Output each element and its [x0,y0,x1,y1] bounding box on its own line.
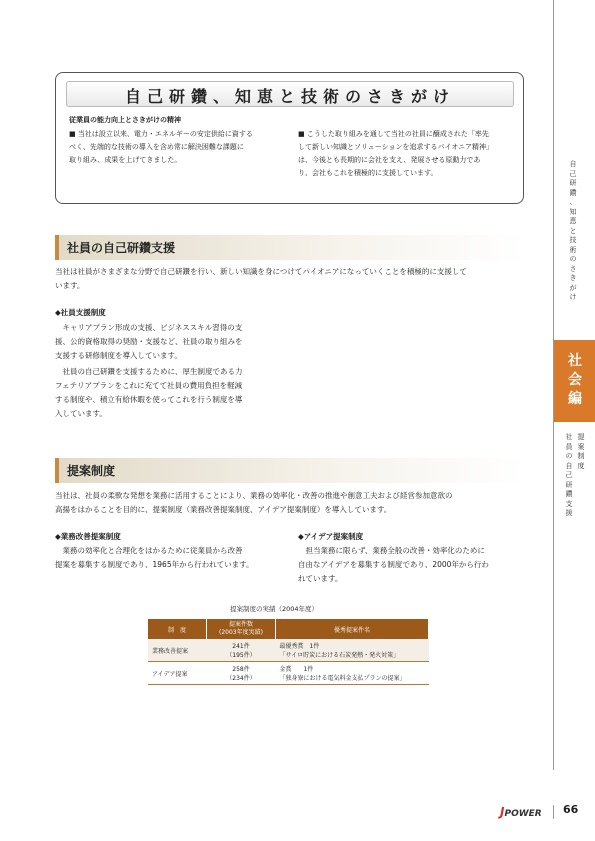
page-title: 自己研鑽、知恵と技術のさきがけ [124,87,455,106]
section1-para2: 社員の自己研鑽を支援するために、厚生制度である力 フェテリアプランをこれに充てて社員の費用負担を軽減 する制度や、積立有給休暇を使ってこれを行う制度を導 入しています。 [55,367,243,418]
cell-award: 金賞 1件 「独身寮における電気料金支払プランの提案」 [276,662,429,685]
title-bar [66,81,514,107]
business-improvement-text: 業務の効率化と合理化をはかるために従業員から改善 提案を募集する制度であり、1965年から行われています。 [55,546,254,569]
table-caption: 提案制度の実績（2004年度） [230,605,319,613]
side-tab-label: 社 会 編 [568,353,582,407]
side-chapter-label: 自 己 研 鑽 、 知 恵 と 技 術 の さ き が け [569,160,577,301]
cell-system: アイデア提案 [148,662,207,685]
table-row [148,662,429,685]
section1-subheading: ◆社員支援制度 [55,308,106,317]
intro-right-text: ■ こうした取り組みを通して当社の社員に醸成された「率先 して新しい知識とソリューションを追求するパイオニア精神」 は、今後とも長期的に会社を支え、発展させる原動力であ り、会社もこれを積極的に支援しています。 [298,130,494,177]
heading-accent-bar [55,458,59,483]
page-number: 66 [563,803,579,816]
intro-subtitle: 従業員の能力向上とさきがけの精神 [69,116,181,124]
header-system: 制 度 [148,619,207,639]
cell-award: 最優秀賞 1件 「サイロ貯炭における石炭発熱・発火対策」 [276,639,429,662]
cell-count: 258件 （234件） [207,662,276,685]
cell-system: 業務改善提案 [148,639,207,662]
table-row [148,639,429,662]
section1-para1: キャリアプラン形成の支援、ビジネススキル習得の支 援、公的資格取得の奨励・支援など、社員の取り組みを 支援する研修制度を導入しています。 [55,323,243,360]
logo-text: POWER [504,809,542,819]
side-index-proposal[interactable]: 提 案 制 度 [577,433,585,470]
section1-intro: 当社は社員がさまざまな分野で自己研鑽を行い、新しい知識を身につけてパイオニアになっていくことを積極的に支援して います。 [55,267,467,290]
footer-divider [553,805,554,819]
business-improvement-heading: ◆業務改善提案制度 [55,532,121,541]
section-heading-self-development [55,235,526,260]
jpower-logo [500,805,542,819]
section2-intro: 当社は、社員の柔軟な発想を業務に活用することにより、業務の効率化・改善の推進や創意工夫および経営参加意欲の 高揚をはかることを目的に、提案制度（業務改善提案制度、アイデア提案制度）を導入しています。 [55,491,453,514]
logo-j-mark: J [500,805,505,819]
side-index-self-development[interactable]: 社 員 の 自 己 研 鑽 支 援 [565,433,573,517]
cell-count: 241件 （195件） [207,639,276,662]
table-header-row [148,619,429,639]
section-title: 提案制度 [67,464,116,478]
heading-accent-bar [55,235,59,260]
header-award: 優秀提案件名 [276,619,429,639]
intro-left-text: ■ 当社は設立以来、電力・エネルギーの安定供給に資する べく、先端的な技術の導入を含め常に解決困難な課題に 取り組み、成果を上げてきました。 [69,130,253,164]
idea-proposal-heading: ◆アイデア提案制度 [298,532,364,541]
idea-proposal-text: 担当業務に限らず、業務全般の改善・効率化のために 自由なアイデアを募集する制度であり、2000年から行わ れています。 [298,546,489,583]
proposal-results-table [148,619,429,685]
section-title: 社員の自己研鑽支援 [67,241,176,255]
intro-box [55,72,524,204]
section-heading-proposal [55,458,526,483]
header-count: 提案件数 (2003年度実績) [207,619,276,639]
